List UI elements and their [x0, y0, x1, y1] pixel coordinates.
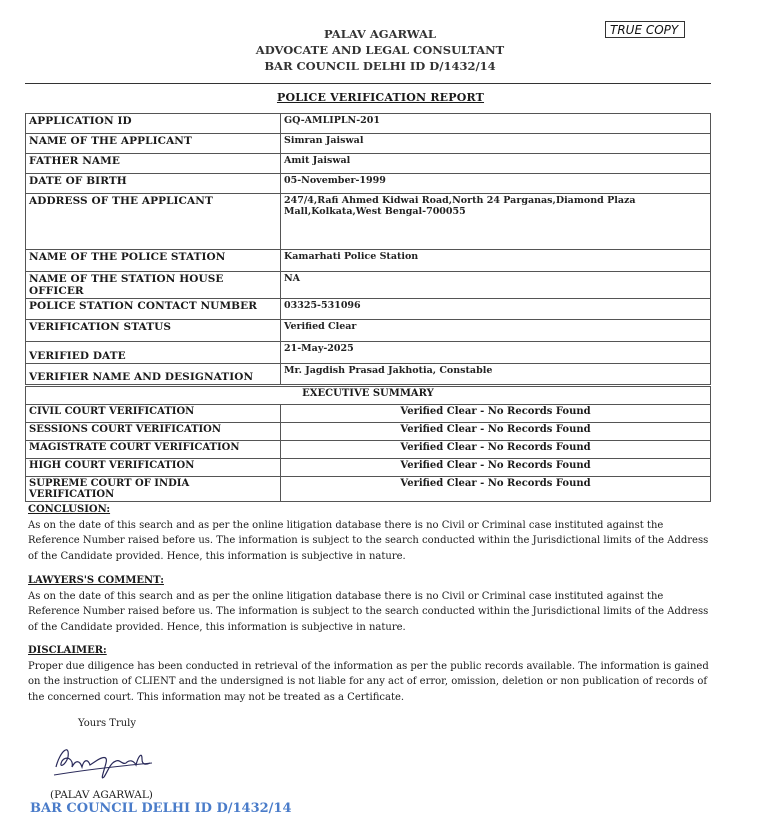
table-row: [26, 320, 711, 342]
executive-summary-table: [25, 386, 711, 502]
report-title: POLICE VERIFICATION REPORT: [276, 91, 485, 104]
table-row: [26, 114, 711, 134]
letterhead: [230, 26, 530, 74]
closing-salutation: Yours Truly: [78, 718, 137, 729]
row-value: NA: [281, 272, 711, 299]
table-row: [26, 154, 711, 174]
row-value: Kamarhati Police Station: [281, 250, 711, 272]
advocate-designation: ADVOCATE AND LEGAL CONSULTANT: [255, 43, 505, 57]
lawyers-comment-text: As on the date of this search and as per the online litigation database there is no Civil or Criminal case instituted against the Reference Number raised before us. The information is subject to the search conducted within the Jurisdictional limits of the Address of the Candidate provided. Hence, this information is subjective in nature.: [28, 590, 709, 633]
row-label: ADDRESS OF THE APPLICANT: [26, 194, 281, 250]
court-status: Verified Clear - No Records Found: [281, 441, 711, 459]
table-row: [26, 405, 711, 423]
disclaimer-heading: DISCLAIMER:: [28, 645, 107, 656]
row-value: 21-May-2025: [281, 342, 711, 364]
table-header-row: [26, 387, 711, 405]
court-label: SESSIONS COURT VERIFICATION: [26, 423, 281, 441]
row-label: DATE OF BIRTH: [26, 174, 281, 194]
row-value: 247/4,Rafi Ahmed Kidwai Road,North 24 Parganas,Diamond Plaza Mall,Kolkata,West Bengal-700055: [281, 194, 711, 250]
disclaimer-text: Proper due diligence has been conducted in retrieval of the information as per the public records available. The information is gained on the instruction of CLIENT and the undersigned is not liable for any act of error, omission, deletion or non publication of records of the concerned court. This information may not be treated as a Certificate.: [28, 660, 709, 703]
row-label: VERIFIER NAME AND DESIGNATION: [26, 364, 281, 385]
table-row: [26, 194, 711, 250]
table-row: [26, 441, 711, 459]
court-label: SUPREME COURT OF INDIA VERIFICATION: [26, 477, 281, 502]
table-row: [26, 272, 711, 299]
court-label: HIGH COURT VERIFICATION: [26, 459, 281, 477]
row-value: Amit Jaiswal: [281, 154, 711, 174]
court-status: Verified Clear - No Records Found: [281, 459, 711, 477]
row-value: Verified Clear: [281, 320, 711, 342]
row-value: 03325-531096: [281, 299, 711, 320]
signatory-name: (PALAV AGARWAL): [50, 789, 153, 801]
table-row: [26, 250, 711, 272]
court-status: Verified Clear - No Records Found: [281, 423, 711, 441]
conclusion-heading: CONCLUSION:: [28, 504, 111, 515]
table-row: [26, 423, 711, 441]
footer-bar-council-id: BAR COUNCIL DELHI ID D/1432/14: [30, 801, 292, 816]
lawyers-comment-heading: LAWYERS'S COMMENT:: [28, 575, 164, 586]
row-label: POLICE STATION CONTACT NUMBER: [26, 299, 281, 320]
row-label: NAME OF THE APPLICANT: [26, 134, 281, 154]
court-status: Verified Clear - No Records Found: [281, 405, 711, 423]
disclaimer-section: [28, 643, 718, 705]
conclusion-text: As on the date of this search and as per the online litigation database there is no Civil or Criminal case instituted against the Reference Number raised before us. The information is subject to the search conducted within the Jurisdictional limits of the Address of the Candidate provided. Hence, this information is subjective in nature.: [28, 519, 709, 562]
table-row: [26, 134, 711, 154]
row-label: APPLICATION ID: [26, 114, 281, 134]
advocate-bar-id: BAR COUNCIL DELHI ID D/1432/14: [264, 59, 496, 73]
true-copy-stamp: TRUE COPY: [605, 21, 685, 38]
court-label: CIVIL COURT VERIFICATION: [26, 405, 281, 423]
row-label: FATHER NAME: [26, 154, 281, 174]
row-label: VERIFICATION STATUS: [26, 320, 281, 342]
court-status: Verified Clear - No Records Found: [281, 477, 711, 502]
header-divider: [25, 83, 711, 84]
lawyers-comment-section: [28, 573, 718, 635]
advocate-name: PALAV AGARWAL: [324, 27, 436, 41]
row-value: GQ-AMLIPLN-201: [281, 114, 711, 134]
row-label: NAME OF THE POLICE STATION: [26, 250, 281, 272]
table-row: [26, 477, 711, 502]
table-row: [26, 174, 711, 194]
row-value: 05-November-1999: [281, 174, 711, 194]
table-row: [26, 342, 711, 364]
row-value: Mr. Jagdish Prasad Jakhotia, Constable: [281, 364, 711, 385]
table-row: [26, 364, 711, 385]
executive-summary-title: EXECUTIVE SUMMARY: [26, 387, 711, 405]
conclusion-section: [28, 502, 718, 564]
row-label: NAME OF THE STATION HOUSE OFFICER: [26, 272, 281, 299]
table-row: [26, 299, 711, 320]
applicant-details-table: [25, 113, 711, 385]
table-row: [26, 459, 711, 477]
row-value: Simran Jaiswal: [281, 134, 711, 154]
row-label: VERIFIED DATE: [26, 342, 281, 364]
signature-icon: [48, 737, 158, 789]
court-label: MAGISTRATE COURT VERIFICATION: [26, 441, 281, 459]
